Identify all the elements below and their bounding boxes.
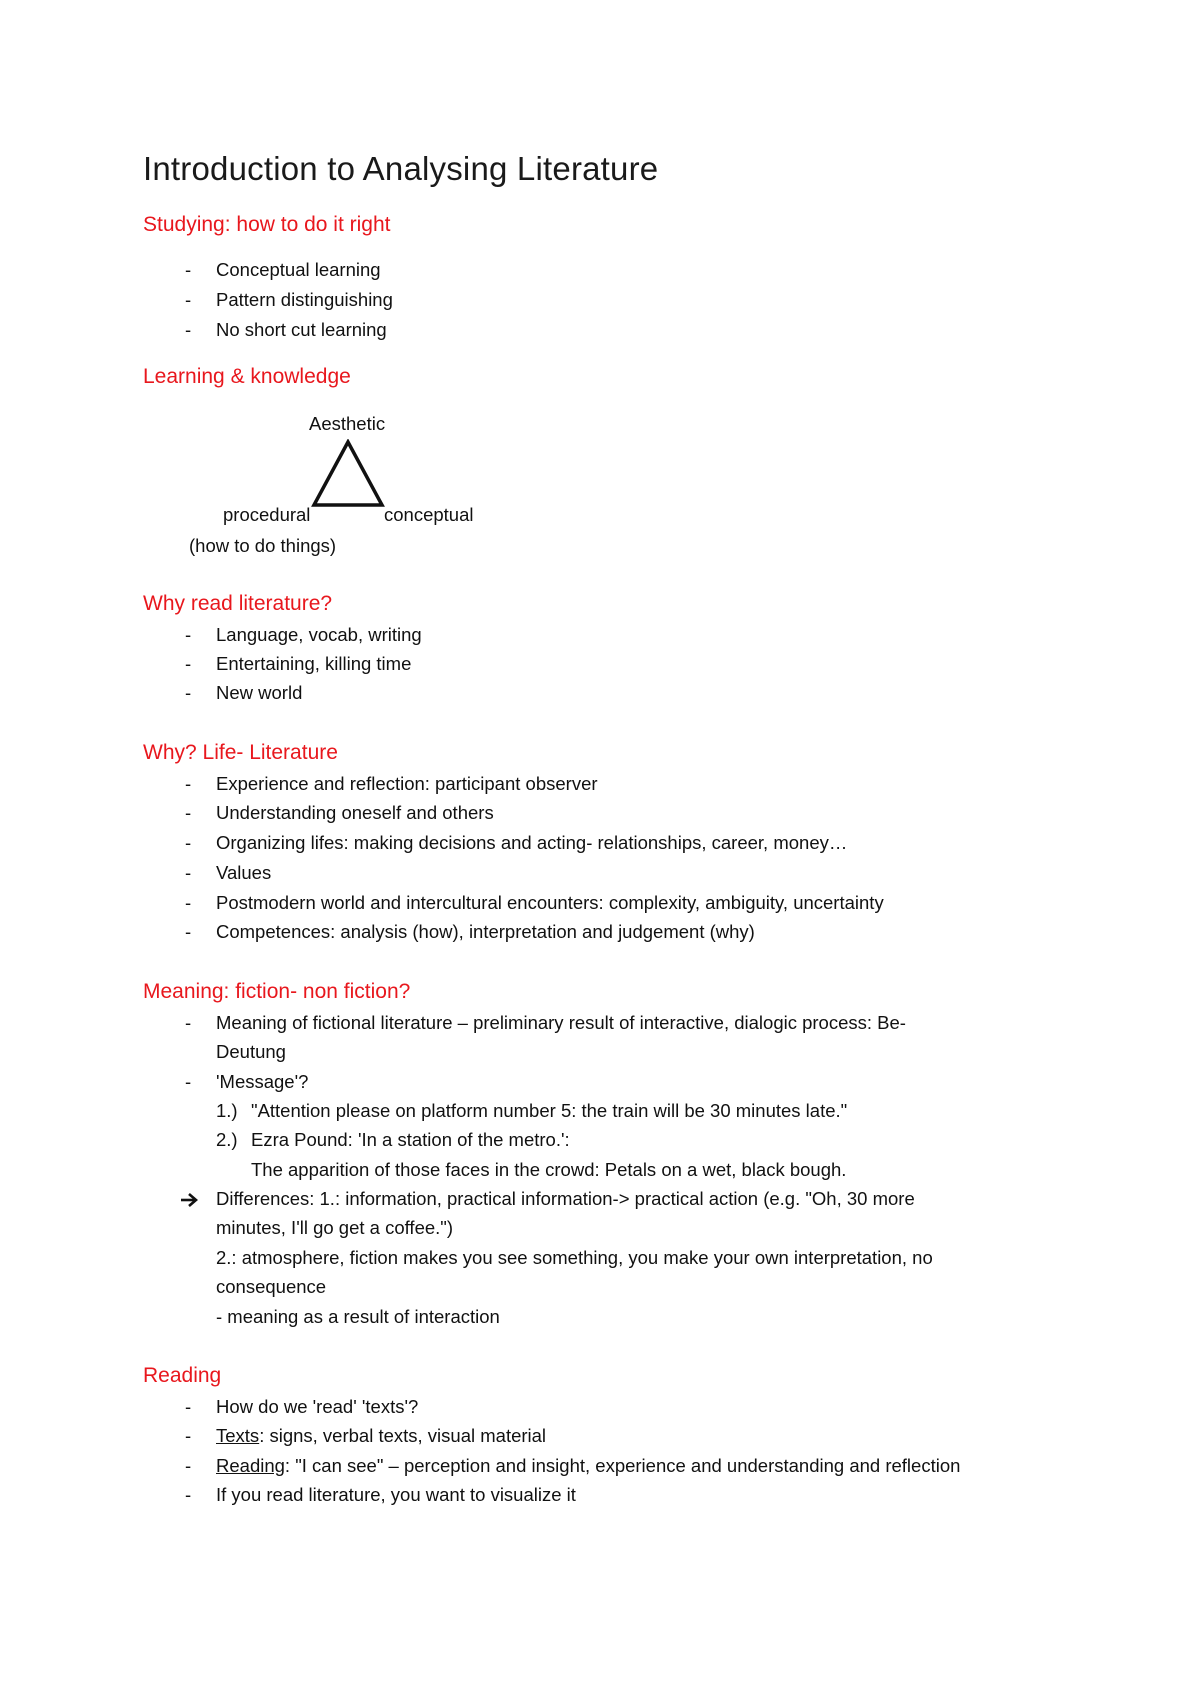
list-item: Values bbox=[216, 862, 272, 883]
diagram-note-left: (how to do things) bbox=[189, 535, 337, 556]
diagram-label-left: procedural bbox=[223, 504, 311, 525]
list-dash: - bbox=[185, 862, 192, 883]
list-item: Postmodern world and intercultural encounters: complexity, ambiguity, uncertainty bbox=[216, 892, 884, 913]
heading-why-life: Why? Life- Literature bbox=[143, 741, 338, 764]
list-item: New world bbox=[216, 682, 303, 703]
list-item: How do we 'read' 'texts'? bbox=[216, 1396, 419, 1417]
sublist-number: 1.) bbox=[216, 1100, 238, 1121]
list-item: Conceptual learning bbox=[216, 259, 381, 280]
term-texts: Texts bbox=[216, 1425, 260, 1446]
sublist-item: Ezra Pound: 'In a station of the metro.': bbox=[251, 1129, 570, 1150]
heading-meaning: Meaning: fiction- non fiction? bbox=[143, 980, 411, 1003]
list-dash: - bbox=[185, 1455, 192, 1476]
sublist-number: 2.) bbox=[216, 1129, 238, 1150]
list-dash: - bbox=[185, 773, 192, 794]
list-item: Experience and reflection: participant observer bbox=[216, 773, 598, 794]
list-item: Understanding oneself and others bbox=[216, 802, 494, 823]
arrow-item-line: 2.: atmosphere, fiction makes you see something, you make your own interpretation, no bbox=[216, 1247, 933, 1268]
list-dash: - bbox=[185, 892, 192, 913]
term-reading: Reading bbox=[216, 1455, 285, 1476]
list-dash: - bbox=[185, 653, 192, 674]
page-title: Introduction to Analysing Literature bbox=[143, 150, 659, 187]
list-dash: - bbox=[185, 259, 192, 280]
list-item bbox=[216, 1425, 546, 1447]
list-dash: - bbox=[185, 1071, 192, 1092]
arrow-item-line: Differences: 1.: information, practical information-> practical action (e.g. "Oh, 30 more bbox=[216, 1188, 915, 1209]
list-item: Organizing lifes: making decisions and acting- relationships, career, money… bbox=[216, 832, 848, 853]
list-dash: - bbox=[185, 1396, 192, 1417]
poem-quote: The apparition of those faces in the crowd: Petals on a wet, black bough. bbox=[251, 1159, 847, 1180]
list-dash: - bbox=[185, 289, 192, 310]
diagram-label-right: conceptual bbox=[384, 504, 474, 525]
list-item: 'Message'? bbox=[216, 1071, 309, 1092]
list-dash: - bbox=[185, 1012, 192, 1033]
heading-why-read: Why read literature? bbox=[143, 592, 333, 615]
list-item-continuation: Deutung bbox=[216, 1041, 286, 1062]
list-item bbox=[216, 1455, 960, 1477]
triangle-icon bbox=[310, 439, 386, 509]
list-item: Entertaining, killing time bbox=[216, 653, 412, 674]
heading-studying: Studying: how to do it right bbox=[143, 213, 391, 236]
arrow-item-line: - meaning as a result of interaction bbox=[216, 1306, 500, 1327]
heading-learning: Learning & knowledge bbox=[143, 365, 351, 388]
heading-reading: Reading bbox=[143, 1364, 222, 1387]
list-dash: - bbox=[185, 1484, 192, 1505]
list-item: Meaning of fictional literature – preliminary result of interactive, dialogic process: Be- bbox=[216, 1012, 906, 1033]
list-dash: - bbox=[185, 832, 192, 853]
list-item: No short cut learning bbox=[216, 319, 387, 340]
definition-reading: : "I can see" – perception and insight, experience and understanding and reflection bbox=[284, 1455, 961, 1476]
list-item: Pattern distinguishing bbox=[216, 289, 393, 310]
list-dash: - bbox=[185, 921, 192, 942]
list-dash: - bbox=[185, 1425, 192, 1446]
list-dash: - bbox=[185, 319, 192, 340]
list-item: If you read literature, you want to visualize it bbox=[216, 1484, 576, 1505]
right-arrow-icon bbox=[180, 1192, 200, 1208]
diagram-label-top: Aesthetic bbox=[309, 413, 386, 434]
list-item: Competences: analysis (how), interpretation and judgement (why) bbox=[216, 921, 755, 942]
sublist-item: "Attention please on platform number 5: the train will be 30 minutes late." bbox=[251, 1100, 848, 1121]
arrow-item-line: minutes, I'll go get a coffee.") bbox=[216, 1217, 454, 1238]
arrow-item-line: consequence bbox=[216, 1276, 327, 1297]
list-dash: - bbox=[185, 682, 192, 703]
definition-texts: : signs, verbal texts, visual material bbox=[259, 1425, 547, 1446]
list-dash: - bbox=[185, 802, 192, 823]
list-item: Language, vocab, writing bbox=[216, 624, 422, 645]
list-dash: - bbox=[185, 624, 192, 645]
